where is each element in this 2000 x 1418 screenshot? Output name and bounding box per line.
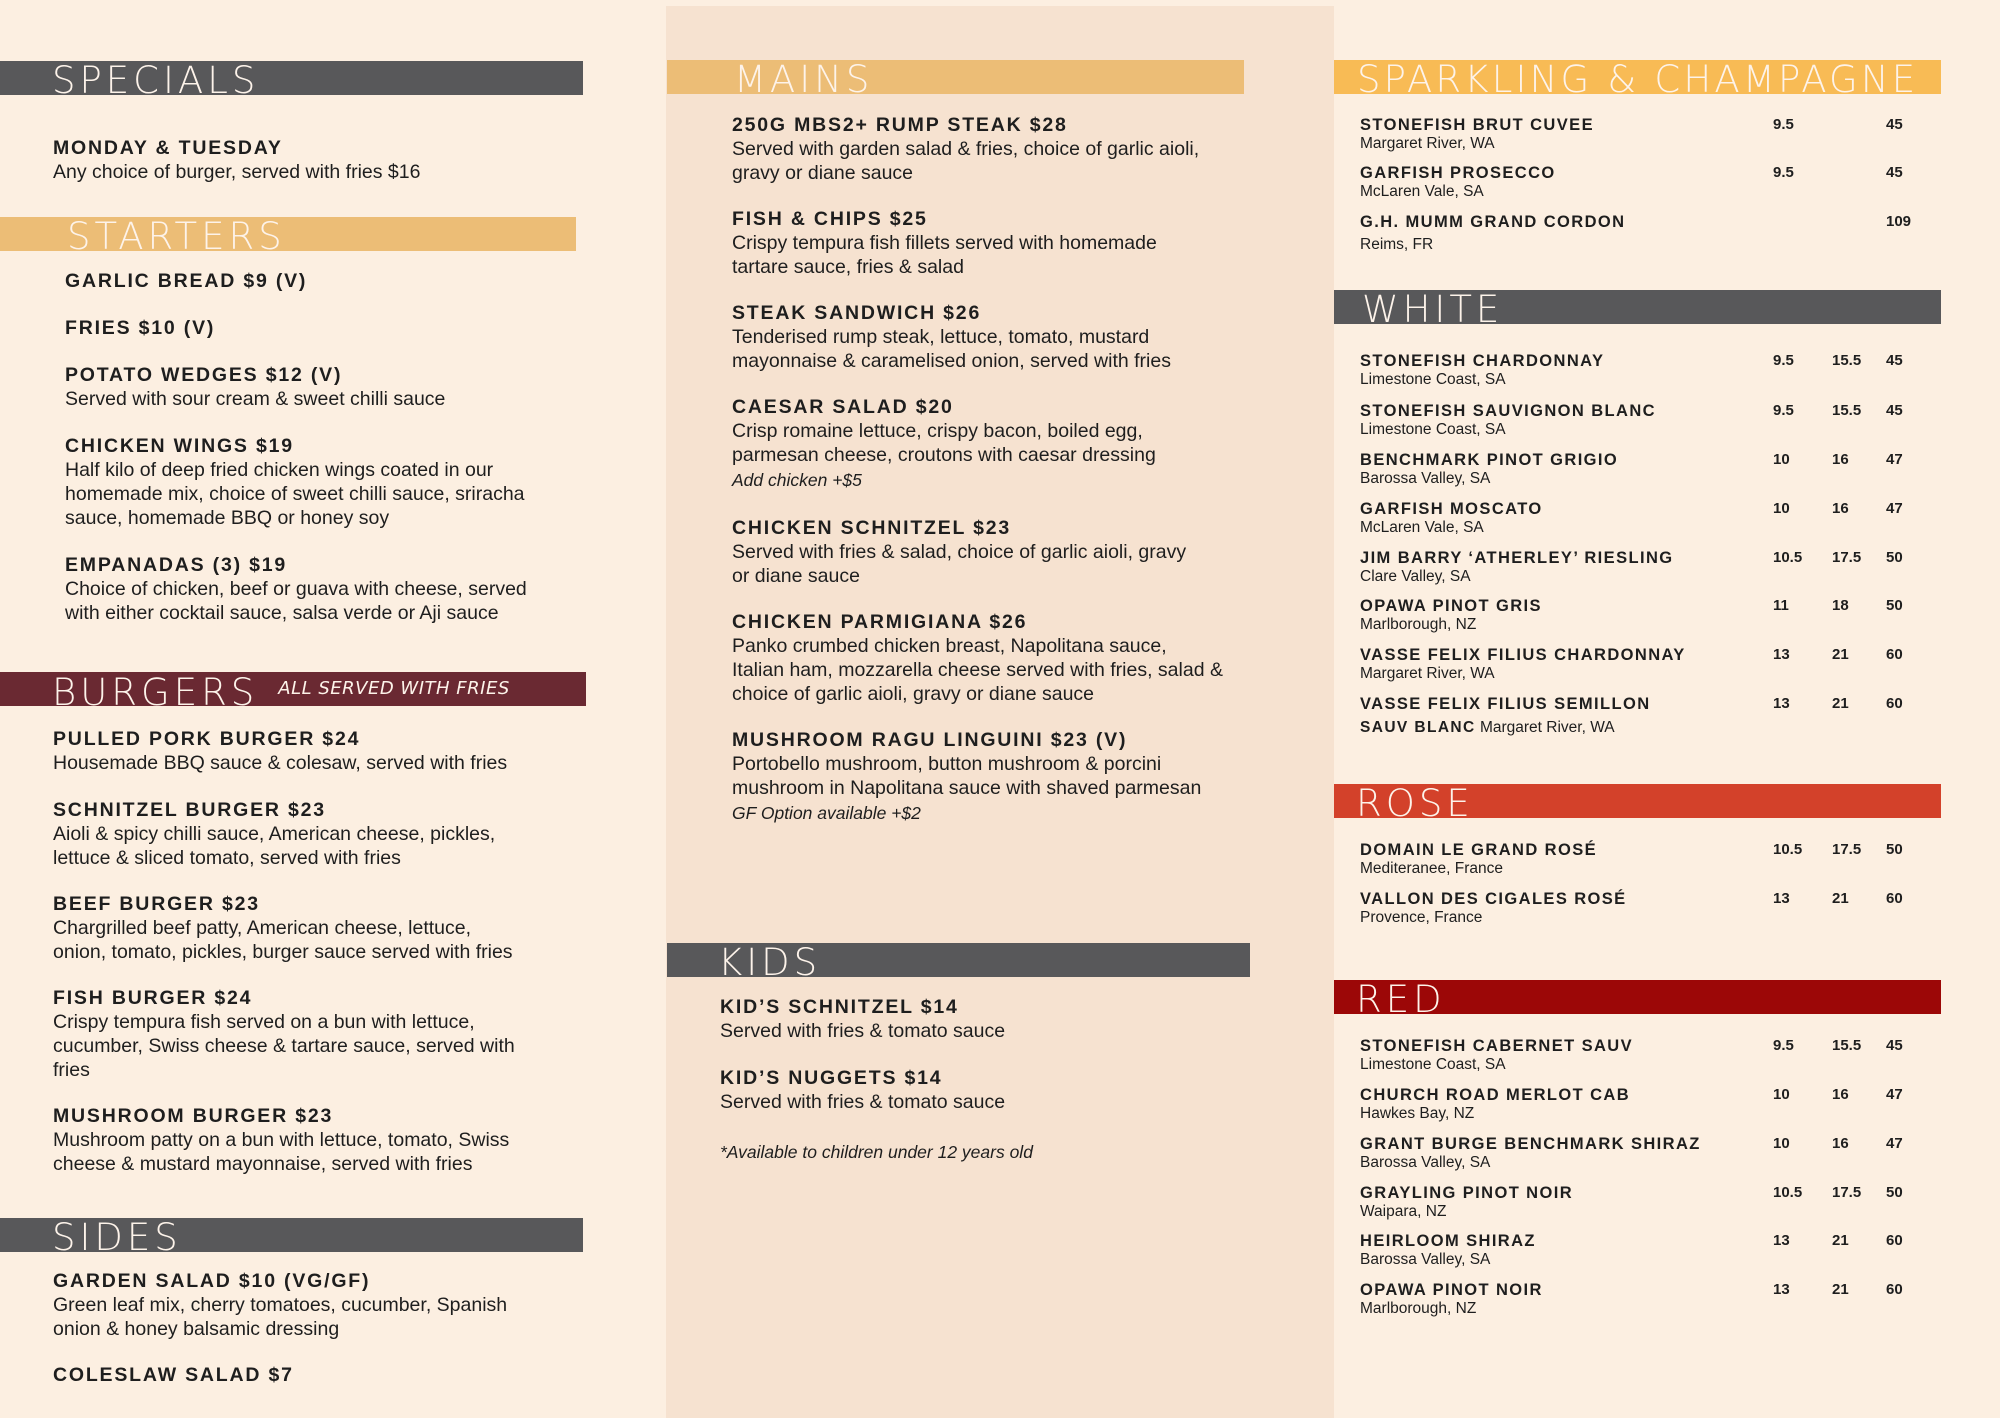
sparkling-title: SPARKLING & CHAMPAGNE: [1357, 58, 1919, 101]
rose-title: ROSE: [1356, 782, 1474, 825]
wine-row: STONEFISH BRUT CUVEE Margaret River, WA 9.5 45: [1360, 116, 1903, 152]
rose-banner: [1334, 782, 1941, 825]
white-banner: [1334, 288, 1941, 331]
mains-title: MAINS: [734, 58, 874, 101]
menu-item: SCHNITZEL BURGER $23 Aioli & spicy chilli sauce, American cheese, pickles, lettuce & sliced tomato, served with fries: [53, 799, 496, 869]
specials-title: SPECIALS: [52, 59, 260, 102]
white-title: WHITE: [1362, 288, 1504, 331]
menu-item: CHICKEN PARMIGIANA $26 Panko crumbed chicken breast, Napolitana sauce, Italian ham, mozzarella cheese served with fries, salad & choice of garlic aioli, gravy or diane sauce: [732, 611, 1223, 705]
wine-row: STONEFISH CHARDONNAY Limestone Coast, SA 9.5 15.5 45: [1360, 352, 1903, 388]
menu-item: GARDEN SALAD $10 (VG/GF) Green leaf mix, cherry tomatoes, cucumber, Spanish onion & honey balsamic dressing: [53, 1270, 508, 1340]
wine-row: G.H. MUMM GRAND CORDON Reims, FR 109: [1360, 213, 1912, 253]
wine-row: STONEFISH SAUVIGNON BLANC Limestone Coast, SA 9.5 15.5 45: [1360, 402, 1903, 438]
special-item: MONDAY & TUESDAY Any choice of burger, served with fries $16: [53, 137, 421, 183]
menu-item: GARLIC BREAD $9 (V): [65, 270, 308, 292]
wine-row: BENCHMARK PINOT GRIGIO Barossa Valley, SA 10 16 47: [1360, 451, 1903, 487]
menu-item: EMPANADAS (3) $19 Choice of chicken, beef or guava with cheese, served with either cocktail sauce, salsa verde or Aji sauce: [65, 554, 527, 624]
wine-row: GRANT BURGE BENCHMARK SHIRAZ Barossa Valley, SA 10 16 47: [1360, 1135, 1903, 1171]
kids-title: KIDS: [718, 941, 822, 984]
red-title: RED: [1356, 978, 1446, 1021]
specials-banner: [0, 59, 583, 102]
kids-banner: [667, 941, 1250, 984]
wine-row: GARFISH MOSCATO McLaren Vale, SA 10 16 47: [1360, 500, 1903, 536]
menu-item: MUSHROOM BURGER $23 Mushroom patty on a bun with lettuce, tomato, Swiss cheese & mustard mayonnaise, served with fries: [53, 1105, 510, 1175]
red-banner: [1334, 978, 1941, 1021]
wine-row: VALLON DES CIGALES ROSÉ Provence, France 13 21 60: [1360, 890, 1903, 926]
menu-item: COLESLAW SALAD $7: [53, 1364, 294, 1386]
starters-banner: [0, 215, 576, 258]
wine-row: HEIRLOOM SHIRAZ Barossa Valley, SA 13 21 60: [1360, 1232, 1903, 1268]
menu-item: CAESAR SALAD $20 Crisp romaine lettuce, crispy bacon, boiled egg, parmesan cheese, croutons with caesar dressing Add chicken +$5: [732, 396, 1156, 490]
menu-item: MUSHROOM RAGU LINGUINI $23 (V) Portobello mushroom, button mushroom & porcini mushroom in Napolitana sauce with shaved parmesan GF Option available +$2: [732, 729, 1202, 823]
burgers-banner: [0, 671, 586, 714]
menu-item: 250G MBS2+ RUMP STEAK $28 Served with garden salad & fries, choice of garlic aioli, gravy or diane sauce: [732, 114, 1200, 184]
wine-row: DOMAIN LE GRAND ROSÉ Mediteranee, France 10.5 17.5 50: [1360, 841, 1903, 877]
mains-banner: [667, 58, 1244, 101]
menu-item: STEAK SANDWICH $26 Tenderised rump steak, lettuce, tomato, mustard mayonnaise & caramelised onion, served with fries: [732, 302, 1171, 372]
wine-row: GARFISH PROSECCO McLaren Vale, SA 9.5 45: [1360, 164, 1903, 200]
sides-banner: [0, 1216, 583, 1259]
wine-row: OPAWA PINOT GRIS Marlborough, NZ 11 18 50: [1360, 597, 1903, 633]
wine-row: VASSE FELIX FILIUS CHARDONNAY Margaret River, WA 13 21 60: [1360, 646, 1903, 682]
menu-item: BEEF BURGER $23 Chargrilled beef patty, American cheese, lettuce, onion, tomato, pickles, burger sauce served with fries: [53, 893, 513, 963]
burgers-title: BURGERS: [52, 671, 259, 714]
menu-item: KID’S NUGGETS $14 Served with fries & tomato sauce: [720, 1067, 1006, 1113]
starters-title: STARTERS: [67, 215, 286, 258]
menu-item: CHICKEN WINGS $19 Half kilo of deep fried chicken wings coated in our homemade mix, choice of sweet chilli sauce, sriracha sauce, homemade BBQ or honey soy: [65, 435, 525, 529]
menu-item: KID’S SCHNITZEL $14 Served with fries & tomato sauce: [720, 996, 1006, 1042]
menu-item: FISH & CHIPS $25 Crispy tempura fish fillets served with homemade tartare sauce, fries & salad: [732, 208, 1157, 278]
wine-row: JIM BARRY ‘ATHERLEY’ RIESLING Clare Valley, SA 10.5 17.5 50: [1360, 549, 1903, 585]
menu-item: PULLED PORK BURGER $24 Housemade BBQ sauce & colesaw, served with fries: [53, 728, 508, 774]
kids-footnote: *Available to children under 12 years old: [720, 1142, 1033, 1162]
burgers-note: ALL SERVED WITH FRIES: [278, 678, 510, 699]
menu-item: CHICKEN SCHNITZEL $23 Served with fries & salad, choice of garlic aioli, gravy or diane sauce: [732, 517, 1187, 587]
menu-item: FISH BURGER $24 Crispy tempura fish served on a bun with lettuce, cucumber, Swiss cheese & tartare sauce, served with fries: [53, 987, 515, 1081]
sparkling-banner: [1334, 58, 1941, 101]
menu-item: FRIES $10 (V): [65, 317, 216, 339]
wine-row: CHURCH ROAD MERLOT CAB Hawkes Bay, NZ 10 16 47: [1360, 1086, 1903, 1122]
menu-item: POTATO WEDGES $12 (V) Served with sour cream & sweet chilli sauce: [65, 364, 446, 410]
sides-title: SIDES: [52, 1216, 182, 1259]
wine-row: GRAYLING PINOT NOIR Waipara, NZ 10.5 17.5 50: [1360, 1184, 1903, 1220]
wine-row: OPAWA PINOT NOIR Marlborough, NZ 13 21 60: [1360, 1281, 1903, 1317]
wine-row: STONEFISH CABERNET SAUV Limestone Coast, SA 9.5 15.5 45: [1360, 1037, 1903, 1073]
wine-row: VASSE FELIX FILIUS SEMILLON SAUV BLANC Margaret River, WA 13 21 60: [1360, 695, 1903, 736]
